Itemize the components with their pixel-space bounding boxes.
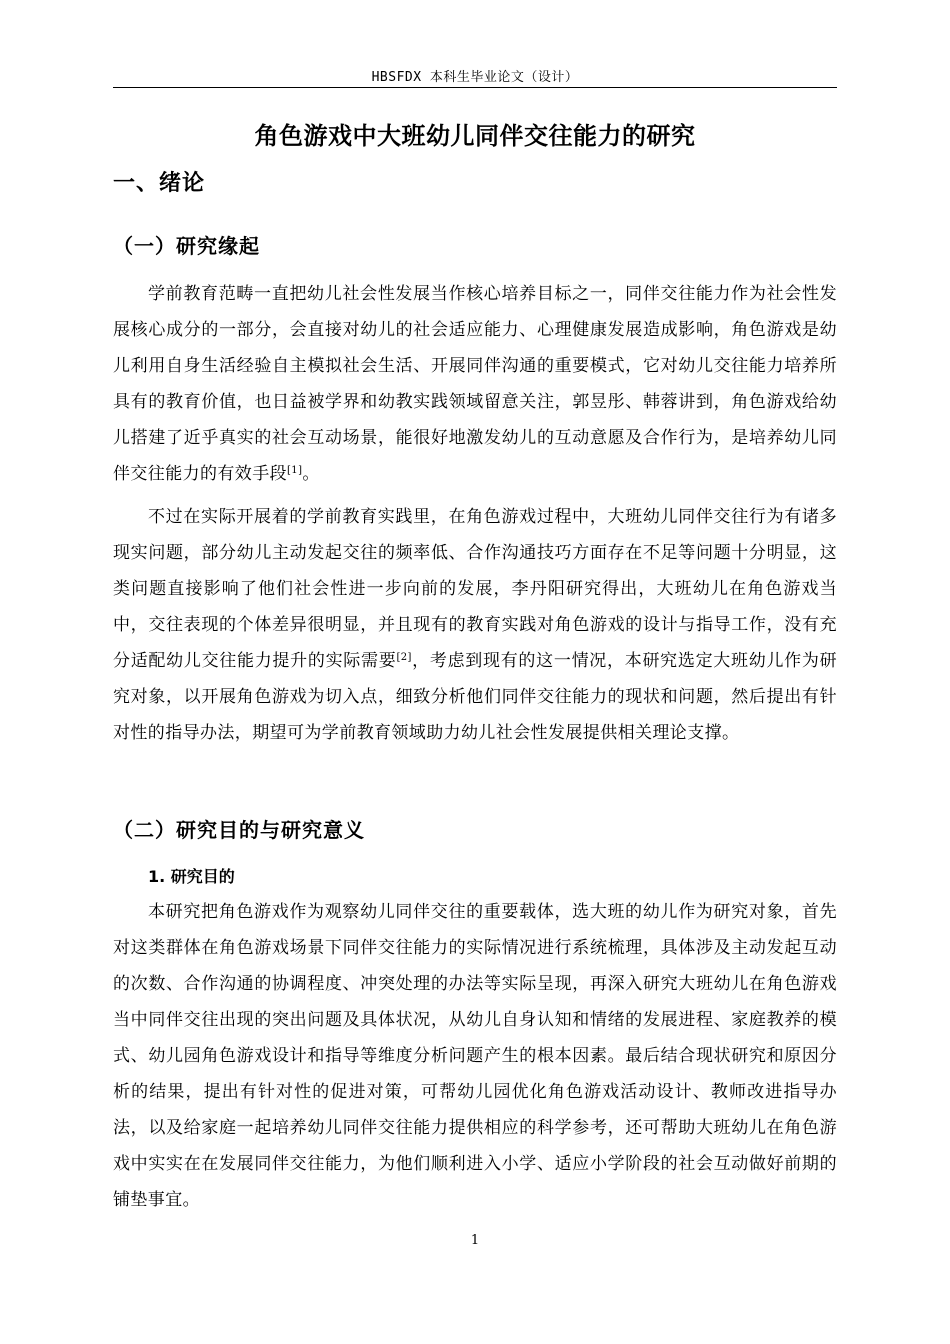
paragraph-text: 不过在实际开展着的学前教育实践里，在角色游戏过程中，大班幼儿同伴交往行为有诸多现实问题，部分幼儿主动发起交往的频率低、合作沟通技巧方面存在不足等问题十分明显，这类问题直接影响了他们社会性进一步向前的发展，李丹阳研究得出，大班幼儿在角色游戏当中，交往表现的个体差异很明显，并且现有的教育实践对角色游戏的设计与指导工作，没有充分适配幼儿交往能力提升的实际需要 (113, 507, 837, 671)
subsection-heading-purpose-significance: （二）研究目的与研究意义 (113, 818, 365, 842)
page-number: 1 (470, 1233, 480, 1248)
citation-ref: [1] (287, 465, 303, 476)
paragraph-tail: ，考虑到现有的这一情况，本研究选定大班幼儿作为研究对象，以开展角色游戏为切入点，细致分析他们同伴交往能力的现状和问题，然后提出有针对性的指导办法，期望可为学前教育领域助力幼儿社会性发展提供相关理论支撑。 (113, 651, 837, 743)
paragraph-text: 学前教育范畴一直把幼儿社会性发展当作核心培养目标之一，同伴交往能力作为社会性发展核心成分的一部分，会直接对幼儿的社会适应能力、心理健康发展造成影响，角色游戏是幼儿利用自身生活经验自主模拟社会生活、开展同伴沟通的重要模式，它对幼儿交往能力培养所具有的教育价值，也日益被学界和幼教实践领域留意关注，郭昱彤、韩蓉讲到，角色游戏给幼儿搭建了近乎真实的社会互动场景，能很好地激发幼儿的互动意愿及合作行为，是培养幼儿同伴交往能力的有效手段 (113, 284, 837, 484)
subsection-heading-research-origin: （一）研究缘起 (113, 234, 260, 258)
paragraph-research-origin-2 (113, 499, 837, 751)
paragraph-research-purpose: 本研究把角色游戏作为观察幼儿同伴交往的重要载体，选大班的幼儿作为研究对象，首先对这类群体在角色游戏场景下同伴交往能力的实际情况进行系统梳理，具体涉及主动发起互动的次数、合作沟通的协调程度、冲突处理的办法等实际呈现，再深入研究大班幼儿在角色游戏当中同伴交往出现的突出问题及具体状况，从幼儿自身认知和情绪的发展进程、家庭教养的模式、幼儿园角色游戏设计和指导等维度分析问题产生的根本因素。最后结合现状研究和原因分析的结果，提出有针对性的促进对策，可帮幼儿园优化角色游戏活动设计、教师改进指导办法，以及给家庭一起培养幼儿同伴交往能力提供相应的科学参考，还可帮助大班幼儿在角色游戏中实实在在发展同伴交往能力，为他们顺利进入小学、适应小学阶段的社会互动做好前期的铺垫事宜。 (113, 902, 837, 1210)
running-header: HBSFDX 本科生毕业论文（设计） (371, 70, 579, 85)
header-rule (113, 87, 837, 88)
citation-ref: [2] (396, 652, 412, 663)
section-heading-introduction: 一、绪论 (113, 171, 206, 196)
paragraph-research-origin-1 (113, 276, 837, 492)
item-heading-research-purpose: 1. 研究目的 (148, 867, 235, 886)
paragraph-tail: 。 (302, 464, 320, 484)
paper-title: 角色游戏中大班幼儿同伴交往能力的研究 (254, 122, 696, 150)
